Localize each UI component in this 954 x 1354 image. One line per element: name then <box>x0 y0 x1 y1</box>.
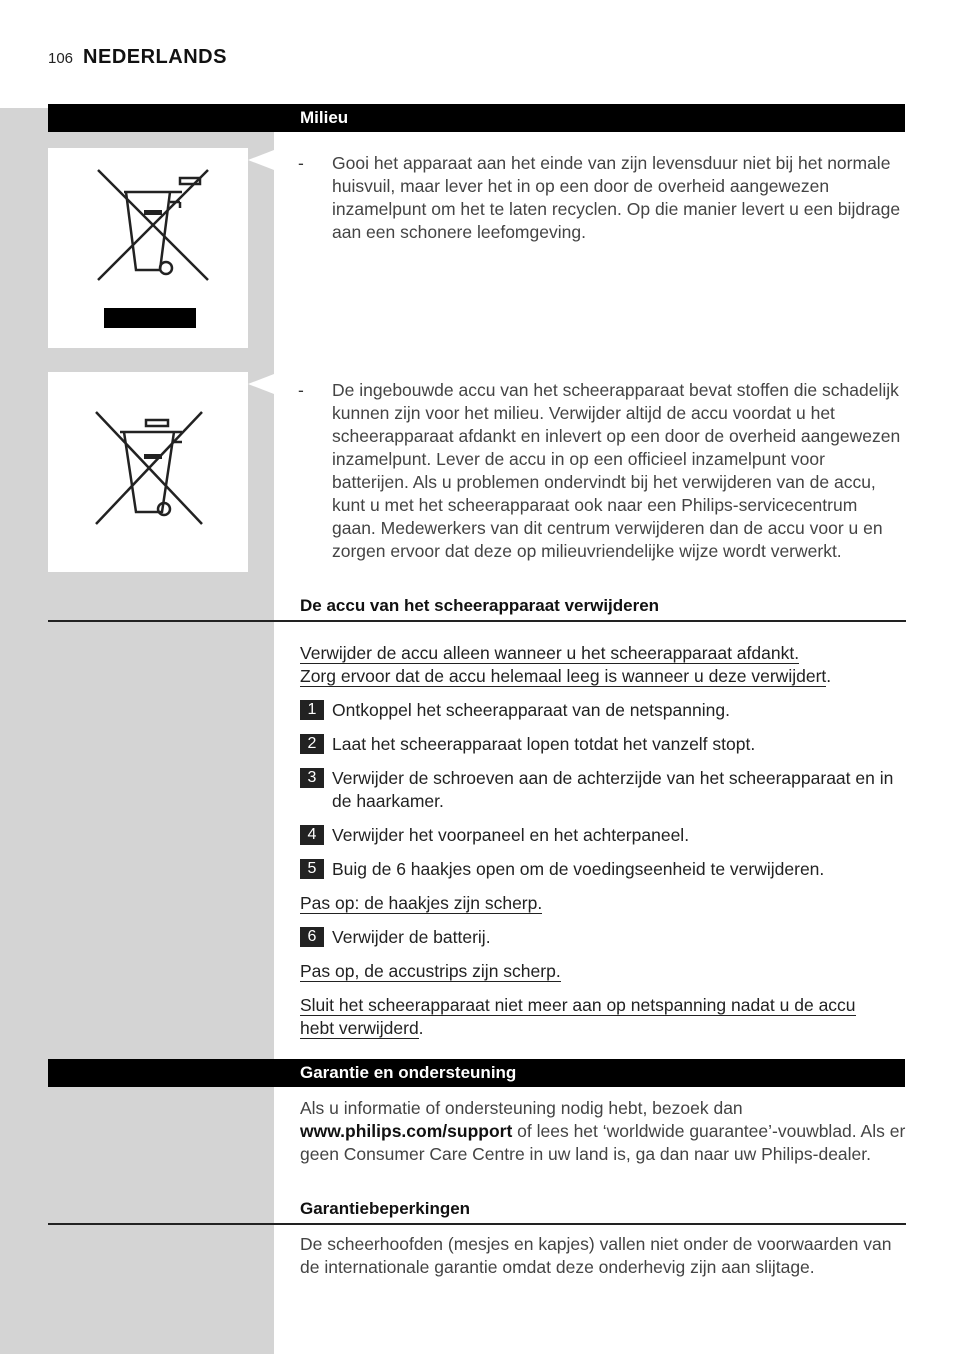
subheading-accu-remove: De accu van het scheerapparaat verwijderen <box>300 596 660 615</box>
section-bar-garantie <box>48 1059 905 1087</box>
step-text: Verwijder de batterij. <box>332 927 491 947</box>
milieu-bullet-2-text: De ingebouwde accu van het scheerapparaat bevat stoffen die schadelijk kunnen zijn voor het milieu. Verwijder altijd de accu voordat u het scheerapparaat afdankt en inlevert op een door de overheid aangewezen inzamelpunt. Lever de accu in op een officieel inzamelpunt voor batterijen. Als u problemen ondervindt bij het verwijderen van de accu, kunt u met het scheerapparaat ook naar een Philips-servicecentrum gaan. Medewerkers van dit centrum verwijderen dan de accu voor u en zorgen ervoor dat deze op milieuvriendelijke wijze wordt verwerkt. <box>332 380 901 561</box>
weee-image-box-2 <box>48 372 248 572</box>
rule-garantie <box>48 1223 906 1225</box>
step-number: 2 <box>300 734 324 754</box>
final-warning-line-1: Sluit het scheerapparaat niet meer aan op netspanning nadat u de accu <box>300 995 856 1015</box>
caution-strips: Pas op, de accustrips zijn scherp. <box>300 961 561 981</box>
step-text: Buig de 6 haakjes open om de voedingseenheid te verwijderen. <box>332 859 825 879</box>
garantie-limit-text: De scheerhoofden (mesjes en kapjes) vallen niet onder de voorwaarden van de internationale garantie omdat deze onderhevig zijn aan slijtage. <box>300 1234 892 1277</box>
accu-warning-line-2: Zorg ervoor dat de accu helemaal leeg is wanneer u deze verwijdert <box>300 666 827 686</box>
step-text: Laat het scheerapparaat lopen totdat het vanzelf stopt. <box>332 734 756 754</box>
pointer-arrow-1 <box>248 150 274 170</box>
page-number: 106 <box>48 50 74 67</box>
page-header <box>48 46 227 69</box>
final-warning: Sluit het scheerapparaat niet meer aan op netspanning nadat u de accu hebt verwijderd. <box>300 995 856 1038</box>
step-number: 6 <box>300 927 324 947</box>
final-warning-line-2: hebt verwijderd <box>300 1018 419 1038</box>
section-bar-milieu <box>48 104 905 132</box>
step-number: 3 <box>300 768 324 788</box>
weee-image-box-1 <box>48 148 248 348</box>
step-text: Ontkoppel het scheerapparaat van de netspanning. <box>332 700 730 720</box>
section-title-garantie: Garantie en ondersteuning <box>300 1063 517 1082</box>
philips-support-link[interactable]: www.philips.com/support <box>300 1121 513 1141</box>
accu-warning-line-1: Verwijder de accu alleen wanneer u het scheerapparaat afdankt. <box>300 643 800 663</box>
accu-warning: Verwijder de accu alleen wanneer u het scheerapparaat afdankt. Zorg ervoor dat de accu helemaal leeg is wanneer u deze verwijdert. <box>300 643 832 686</box>
step-number: 4 <box>300 825 324 845</box>
crossed-out-wheelie-bin-icon <box>48 372 248 572</box>
garantie-info: Als u informatie of ondersteuning nodig hebt, bezoek dan www.philips.com/support of lees het ‘worldwide guarantee’-vouwblad. Als er geen Consumer Care Centre in uw land is, ga dan naar uw Philips-dealer. <box>300 1098 906 1164</box>
step-text: Verwijder het voorpaneel en het achterpaneel. <box>332 825 690 845</box>
milieu-bullet-1-text: Gooi het apparaat aan het einde van zijn levensduur niet bij het normale huisvuil, maar lever het in op een door de overheid aangewezen inzamelpunt om het te laten recyclen. Op die manier levert u een bijdrage aan een schonere leefomgeving. <box>332 153 901 242</box>
rule-accu <box>48 620 906 622</box>
section-title-milieu: Milieu <box>300 108 349 127</box>
page-language-title: NEDERLANDS <box>83 46 227 68</box>
step-number: 1 <box>300 700 324 720</box>
caution-hooks: Pas op: de haakjes zijn scherp. <box>300 893 543 913</box>
crossed-out-wheelie-bin-with-bar-icon <box>48 148 248 348</box>
subheading-garantiebeperkingen: Garantiebeperkingen <box>300 1199 471 1218</box>
pointer-arrow-2 <box>248 374 274 394</box>
step-number: 5 <box>300 859 324 879</box>
step-text: Verwijder de schroeven aan de achterzijde van het scheerapparaat en in de haarkamer. <box>332 768 894 811</box>
